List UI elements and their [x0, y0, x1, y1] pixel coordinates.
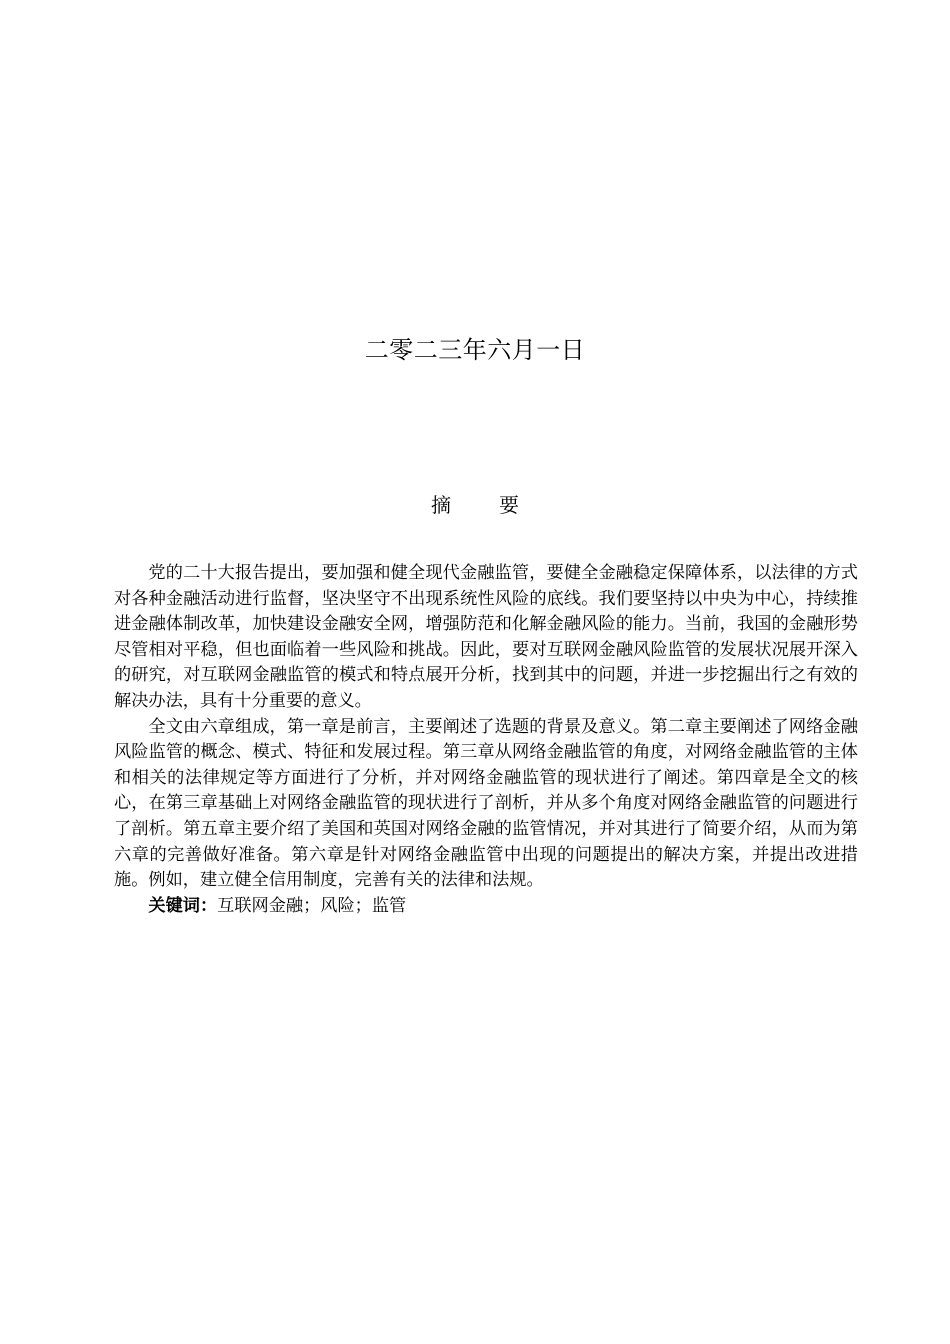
- cover-date: 二零二三年六月一日: [364, 336, 586, 364]
- keywords-text: 互联网金融；风险；监管: [217, 895, 407, 916]
- abstract-body: [114, 561, 858, 919]
- abstract-heading-char-2: 要: [499, 493, 519, 517]
- keywords-line: [114, 894, 858, 920]
- abstract-paragraph-1: 党的二十大报告提出，要加强和健全现代金融监管，要健全金融稳定保障体系，以法律的方式对各种金融活动进行监督，坚决坚守不出现系统性风险的底线。我们要坚持以中央为中心，持续推进金融体制改革，加快建设金融安全网，增强防范和化解金融风险的能力。当前，我国的金融形势尽管相对平稳，但也面临着一些风险和挑战。因此，要对互联网金融风险监管的发展状况展开深入的研究，对互联网金融监管的模式和特点展开分析，找到其中的问题，并进一步挖掘出行之有效的解决办法，具有十分重要的意义。: [114, 563, 858, 711]
- keywords-label: 关键词：: [148, 895, 218, 916]
- abstract-paragraph-2: 全文由六章组成，第一章是前言，主要阐述了选题的背景及意义。第二章主要阐述了网络金融风险监管的概念、模式、特征和发展过程。第三章从网络金融监管的角度，对网络金融监管的主体和相关的法律规定等方面进行了分析，并对网络金融监管的现状进行了阐述。第四章是全文的核心，在第三章基础上对网络金融监管的现状进行了剖析，并从多个角度对网络金融监管的问题进行了剖析。第五章主要介绍了美国和英国对网络金融的监管情况，并对其进行了简要介绍，从而为第六章的完善做好准备。第六章是针对网络金融监管中出现的问题提出的解决方案，并提出改进措施。例如，建立健全信用制度，完善有关的法律和法规。: [114, 716, 858, 891]
- abstract-heading: [0, 491, 950, 519]
- abstract-heading-char-1: 摘: [431, 493, 451, 517]
